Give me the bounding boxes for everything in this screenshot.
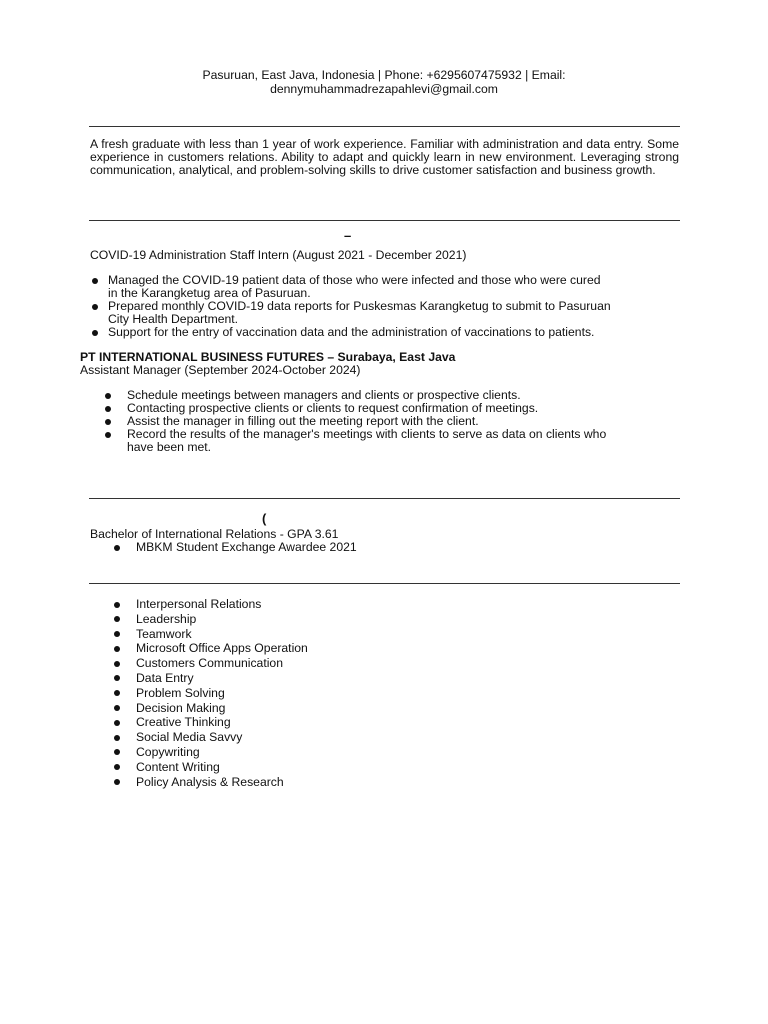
list-item-text: Copywriting (136, 744, 200, 759)
skill-item (136, 686, 536, 701)
list-item-text: in the Karangketug area of Pasuruan. (108, 286, 311, 300)
bullet-icon (105, 419, 111, 425)
list-item-text: Social Media Savvy (136, 730, 243, 745)
skill-item (136, 760, 536, 775)
bullet-icon (92, 304, 98, 310)
list-item-text: MBKM Student Exchange Awardee 2021 (136, 540, 357, 554)
bullet-icon (114, 602, 120, 608)
bullet-icon (92, 278, 98, 284)
list-item-text: Leadership (136, 611, 197, 626)
skill-item (136, 715, 536, 730)
intern-duties-list (108, 274, 688, 339)
intern-duty-item (108, 326, 688, 339)
bullet-icon (105, 432, 111, 438)
skill-item (136, 597, 536, 612)
list-item-text: have been met. (127, 440, 212, 454)
bullet-icon (105, 406, 111, 412)
section-divider (89, 583, 680, 584)
skills-list (136, 597, 536, 789)
list-item-text: Assist the manager in filling out the meeting report with the client. (127, 414, 479, 428)
bullet-icon (114, 690, 120, 696)
list-item-text: Support for the entry of vaccination data and the administration of vaccinations to patients. (108, 325, 595, 339)
list-item-text: Content Writing (136, 759, 220, 774)
bullet-icon (114, 675, 120, 681)
list-item-text: Interpersonal Relations (136, 597, 262, 611)
list-item-text: Policy Analysis & Research (136, 774, 284, 789)
skill-item (136, 701, 536, 716)
section-divider (89, 220, 680, 221)
assistant-manager-duties-list (127, 389, 687, 454)
bullet-icon (114, 705, 120, 711)
intern-duty-item (108, 300, 688, 326)
intern-role-title: COVID-19 Administration Staff Intern (August 2021 - December 2021) (90, 248, 467, 262)
education-heading-fragment: ( (262, 511, 267, 526)
list-item-text: Decision Making (136, 700, 226, 715)
list-item-text: Schedule meetings between managers and clients or prospective clients. (127, 388, 521, 402)
skill-item (136, 612, 536, 627)
list-item-text: Prepared monthly COVID-19 data reports for Puskesmas Karangketug to submit to Pasuruan (108, 299, 611, 313)
list-item-text: Customers Communication (136, 656, 283, 671)
experience-heading-fragment: – (344, 228, 352, 243)
contact-line-location-phone: Pasuruan, East Java, Indonesia | Phone: +6295607475932 | Email: (202, 68, 566, 82)
professional-summary: A fresh graduate with less than 1 year of work experience. Familiar with administration and data entry. Some experience in customers relations. Ability to adapt and quickly learn in new environment. Leveraging strong communication, analytical, and problem-solving skills to drive customer satisfaction and business growth. (90, 137, 679, 177)
bullet-icon (114, 616, 120, 622)
bullet-icon (92, 330, 98, 336)
bullet-icon (114, 779, 120, 785)
bullet-icon (114, 545, 120, 551)
intern-duty-item (108, 274, 688, 300)
bullet-icon (114, 661, 120, 667)
degree-title: Bachelor of International Relations - GPA 3.61 (90, 527, 339, 541)
section-divider (89, 498, 680, 499)
list-item-text: Managed the COVID-19 patient data of those who were infected and those who were cured (108, 273, 601, 287)
assistant-manager-duty-item (127, 428, 687, 454)
bullet-icon (114, 735, 120, 741)
list-item-text: Record the results of the manager's meetings with clients to serve as data on clients who (127, 427, 607, 441)
skill-item (136, 641, 536, 656)
section-divider (89, 126, 680, 127)
skill-item (136, 627, 536, 642)
skill-item (136, 745, 536, 760)
education-achievements-list (136, 541, 656, 554)
list-item-text: Microsoft Office Apps Operation (136, 641, 308, 656)
skill-item (136, 671, 536, 686)
list-item-text: City Health Department. (108, 312, 239, 326)
bullet-icon (114, 764, 120, 770)
skill-item (136, 775, 536, 790)
bullet-icon (114, 646, 120, 652)
contact-line-email: dennymuhammadrezapahlevi@gmail.com (270, 82, 498, 96)
list-item-text: Contacting prospective clients or clients to request confirmation of meetings. (127, 401, 539, 415)
list-item-text: Creative Thinking (136, 715, 231, 730)
skill-item (136, 730, 536, 745)
bullet-icon (105, 393, 111, 399)
contact-info (0, 68, 768, 96)
list-item-text: Teamwork (136, 626, 192, 641)
company-heading: PT INTERNATIONAL BUSINESS FUTURES – Surabaya, East Java (80, 350, 456, 364)
bullet-icon (114, 749, 120, 755)
education-achievement-item (136, 541, 656, 554)
assistant-manager-role-title: Assistant Manager (September 2024-October 2024) (80, 363, 361, 377)
bullet-icon (114, 720, 120, 726)
skill-item (136, 656, 536, 671)
list-item-text: Problem Solving (136, 685, 225, 700)
list-item-text: Data Entry (136, 670, 194, 685)
bullet-icon (114, 631, 120, 637)
